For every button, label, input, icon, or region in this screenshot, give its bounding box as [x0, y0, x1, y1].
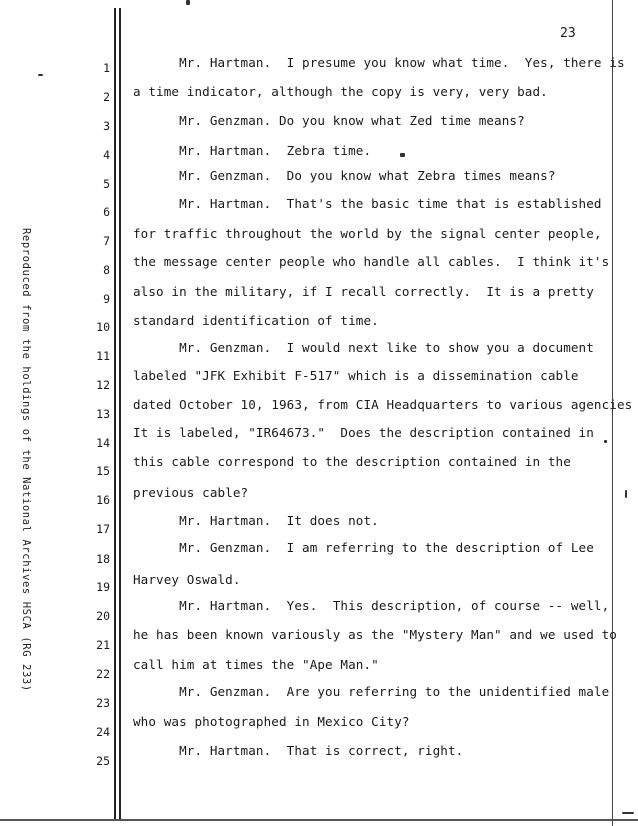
line-number: 19 [96, 580, 110, 594]
transcript-line: labeled "JFK Exhibit F-517" which is a dissemination cable [133, 368, 579, 383]
right-margin-rule [612, 0, 613, 826]
transcript-line: Mr. Genzman. Do you know what Zed time means? [133, 113, 525, 128]
transcript-line: Mr. Hartman. I presume you know what time. Yes, there is [133, 55, 625, 70]
line-number: 11 [96, 349, 110, 363]
transcript-line: Mr. Hartman. That's the basic time that is established [133, 196, 602, 211]
transcript-line: this cable correspond to the description contained in the [133, 454, 571, 469]
transcript-line: Mr. Genzman. Do you know what Zebra times means? [133, 168, 556, 183]
line-number: 15 [96, 464, 110, 478]
line-number: 20 [96, 609, 110, 623]
scan-speck [186, 0, 190, 5]
line-number: 25 [96, 754, 110, 768]
transcript-line: Mr. Hartman. Yes. This description, of course -- well, [133, 598, 610, 613]
line-number: 8 [103, 263, 110, 277]
left-margin-rule-inner [119, 8, 121, 820]
left-margin-rule [114, 8, 116, 820]
page-number: 23 [560, 26, 576, 41]
transcript-line: Mr. Hartman. That is correct, right. [133, 743, 464, 758]
transcript-line: Mr. Genzman. I would next like to show you a document [133, 340, 594, 355]
line-number: 21 [96, 638, 110, 652]
transcript-line: dated October 10, 1963, from CIA Headquarters to various agencies [133, 397, 633, 412]
line-number: 9 [103, 292, 110, 306]
transcript-line: also in the military, if I recall correctly. It is a pretty [133, 284, 594, 299]
transcript-line: he has been known variously as the "Mystery Man" and we used to [133, 627, 617, 642]
scan-speck [38, 74, 43, 76]
scan-speck [400, 153, 405, 157]
transcript-line: who was photographed in Mexico City? [133, 714, 410, 729]
line-number: 6 [103, 205, 110, 219]
transcript-line: the message center people who handle all cables. I think it's [133, 254, 610, 269]
line-number: 23 [96, 696, 110, 710]
transcript-line: Mr. Genzman. I am referring to the description of Lee [133, 540, 594, 555]
transcript-line: for traffic throughout the world by the signal center people, [133, 226, 602, 241]
line-number: 13 [96, 407, 110, 421]
line-number: 14 [96, 436, 110, 450]
line-number: 4 [103, 148, 110, 162]
line-number: 7 [103, 234, 110, 248]
line-number: 2 [103, 90, 110, 104]
transcript-line: previous cable? [133, 485, 249, 500]
scan-speck [604, 440, 607, 443]
transcript-line: Mr. Hartman. It does not. [133, 513, 379, 528]
line-number: 10 [96, 320, 110, 334]
line-number: 1 [103, 61, 110, 75]
transcript-line: call him at times the "Ape Man." [133, 657, 379, 672]
transcript-line: standard identification of time. [133, 313, 379, 328]
scan-speck [625, 490, 627, 498]
line-number: 16 [96, 493, 110, 507]
line-number: 5 [103, 177, 110, 191]
transcript-line: Mr. Hartman. Zebra time. [133, 143, 372, 158]
line-number: 3 [103, 119, 110, 133]
transcript-line: Harvey Oswald. [133, 572, 241, 587]
line-number: 22 [96, 667, 110, 681]
line-number: 12 [96, 378, 110, 392]
line-number: 17 [96, 522, 110, 536]
transcript-line: It is labeled, "IR64673." Does the description contained in [133, 425, 594, 440]
scan-speck [622, 812, 634, 814]
bottom-edge-rule [0, 819, 638, 821]
line-number: 24 [96, 725, 110, 739]
archive-reproduction-note: Reproduced from the holdings of the National Archives HSCA (RG 233) [20, 228, 32, 692]
transcript-line: Mr. Genzman. Are you referring to the unidentified male [133, 684, 610, 699]
transcript-line: a time indicator, although the copy is very, very bad. [133, 84, 548, 99]
line-number: 18 [96, 552, 110, 566]
